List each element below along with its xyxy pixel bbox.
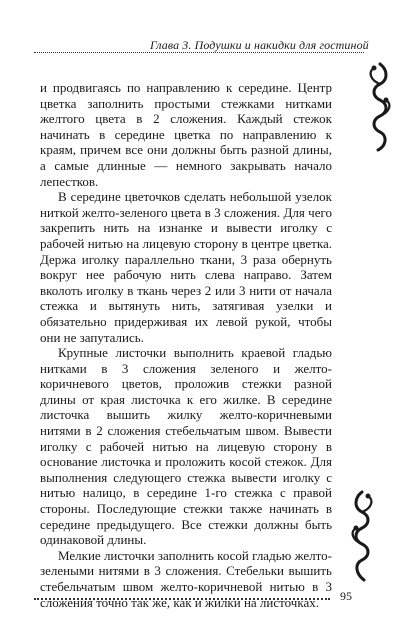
paragraph-3: Крупные листочки выполнить краевой гладью нитками в 3 сложения зеленого и желто-коричневого цветов, проложив стежки разной длины от края листочка к его жилке. В середине листочка вышить жилку желто-коричневыми нитями в 2 сложения стебельчатым швом. Вывести иголку с рабочей нитью на лицевую сторону в основание листочка и проложить косой стежок. Для выполнения следующего стежка вывести иголку с нитью налицо, в середине 1-го стежка с правой стороны. Последующие стежки также начинать в середине предыдущего. Все стежки должны быть одинаковой длины. xyxy=(40,345,332,548)
running-header: Глава 3. Подушки и накидки для гостиной xyxy=(150,38,369,52)
paragraph-4: Мелкие листочки заполнить косой гладью желто-зелеными нитями в 3 сложения. Стебельки вышить стебельчатым швом желто-коричневой нитью в 3 сложения точно так же, как и жилки на листочках. xyxy=(40,547,332,610)
body-text xyxy=(40,80,332,610)
page-number: 95 xyxy=(340,589,352,603)
paragraph-1: и продвигаясь по направлению к середине. Центр цветка заполнить простыми стежками нитками желтого цвета в 2 сложения. Каждый стежок начинать в середине цветка по направлению к краям, причем все они должны быть разной длины, а самые длинные — немного закрывать начало лепестков. xyxy=(40,80,332,189)
paragraph-2: В середине цветочков сделать небольшой узелок ниткой желто-зеленого цвета в 3 сложения. Для чего закрепить нить на изнанке и вывести иголку с рабочей нитью на лицевую сторону в центре цветка. Держа иголку параллельно ткани, 3 раза обернуть вокруг нее рабочую нить слева направо. Затем вколоть иголку в ткань через 2 или 3 нити от начала стежка и вытянуть нить, затягивая узелки и обязательно придерживая их левой рукой, чтобы они не запутались. xyxy=(40,189,332,345)
header-divider xyxy=(34,52,364,53)
swirl-ornament-top-icon xyxy=(366,62,394,152)
swirl-ornament-bottom-icon xyxy=(348,488,376,584)
footer-divider xyxy=(34,598,330,600)
